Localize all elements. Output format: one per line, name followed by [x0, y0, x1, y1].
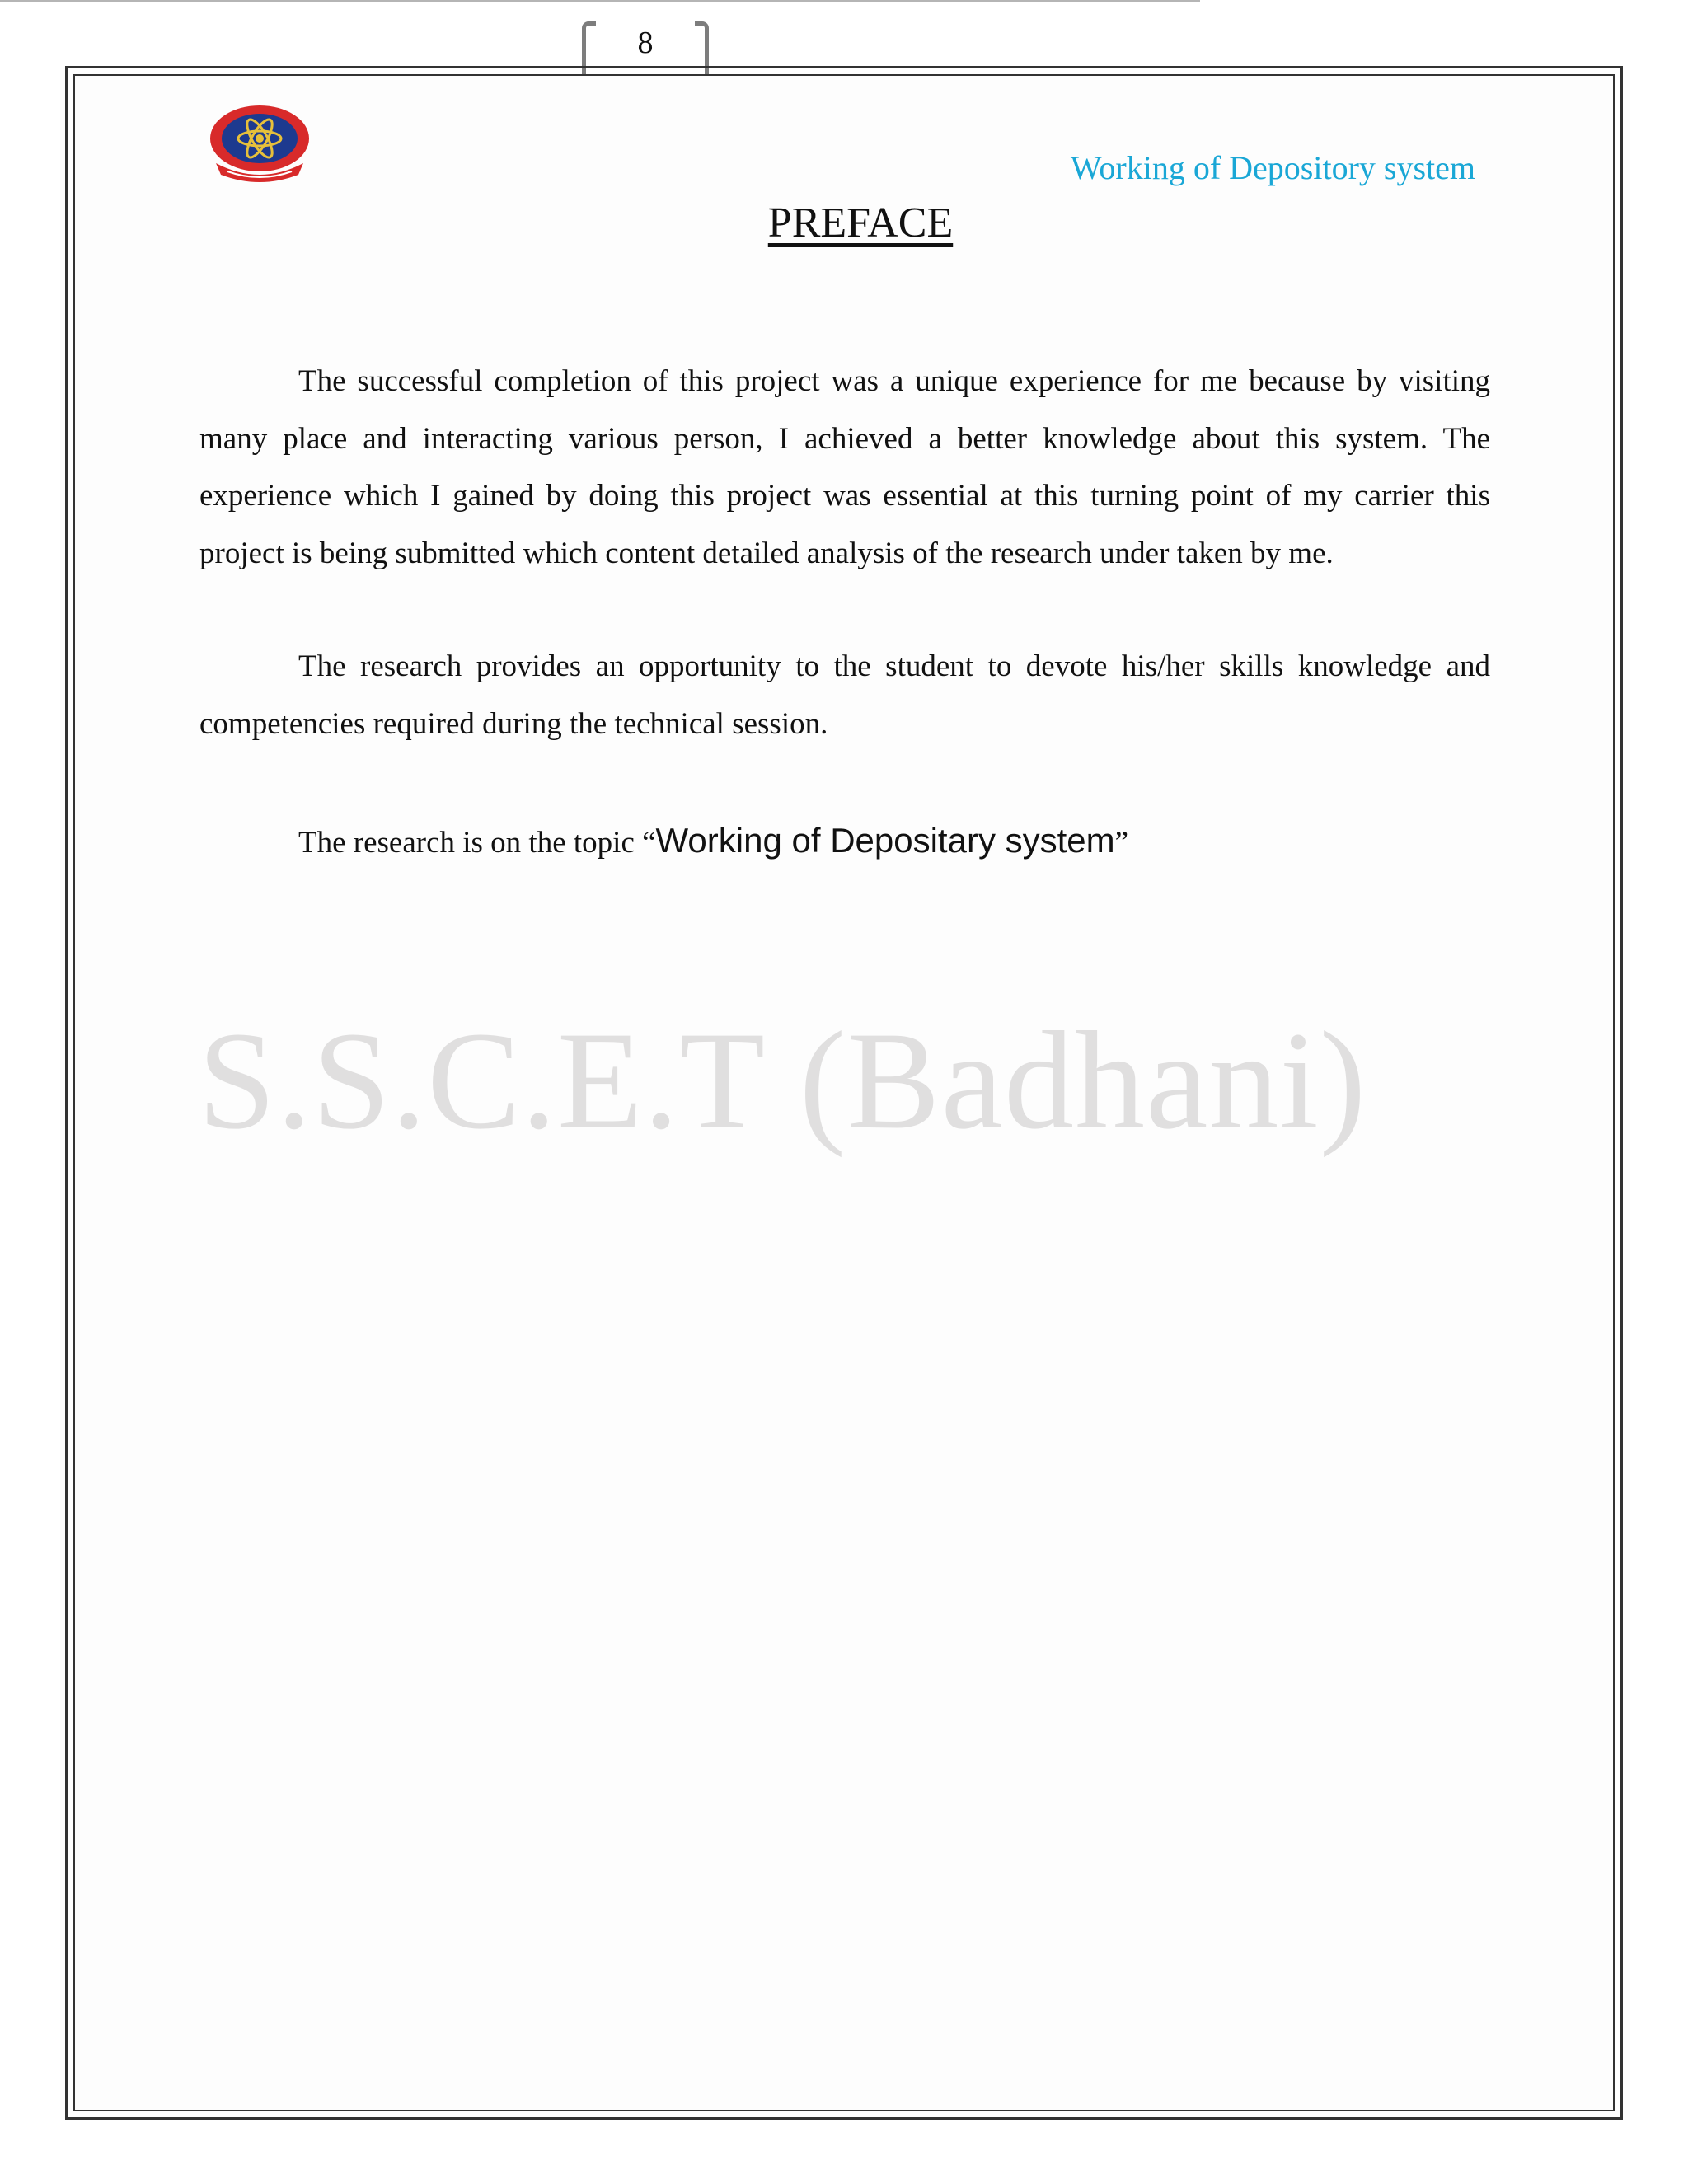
paragraph-2: The research provides an opportunity to the student to devote his/her skills knowledge and competencies required during the technical session. — [199, 649, 1490, 741]
topic-prefix: The research is on the topic “ — [298, 826, 656, 860]
page-title: PREFACE — [767, 199, 954, 246]
topic-suffix: ” — [1114, 826, 1129, 860]
running-header: Working of Depository system — [1070, 149, 1475, 186]
topic-name: Working of Depositary system — [655, 821, 1115, 860]
paragraph-1: The successful completion of this project was a unique experience for me because by visiting many place and interacting various person, I achieved a better knowledge about this system. The experience which I gained by doing this project was essential at this turning point of my carrier this project is being submitted which content detailed analysis of the research under taken by me. — [199, 364, 1490, 570]
page-number: 8 — [637, 26, 654, 60]
topic-line — [298, 812, 1452, 872]
watermark: S.S.C.E.T (Badhani) — [198, 1003, 1367, 1158]
top-rule — [0, 0, 1200, 2]
university-emblem-icon — [208, 104, 312, 183]
